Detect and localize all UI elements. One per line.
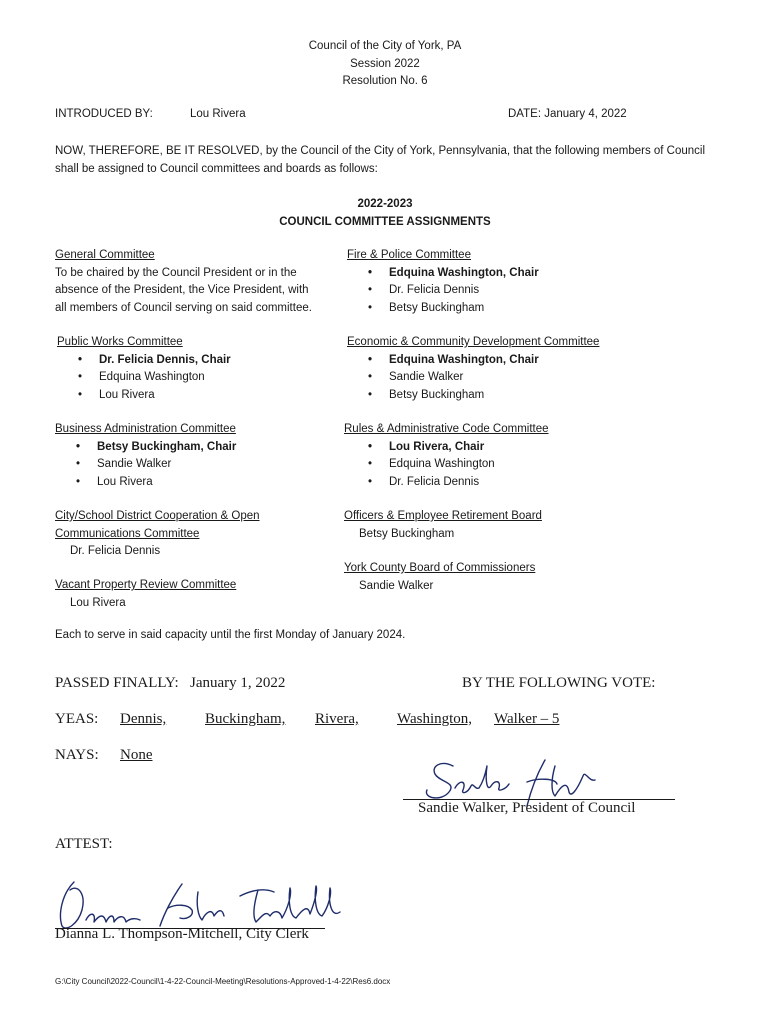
rules-committee-member: • Dr. Felicia Dennis: [347, 474, 674, 492]
public-works-members: [57, 352, 342, 405]
economic-development-member: • Betsy Buckingham: [347, 387, 677, 405]
resolution-date: DATE: January 4, 2022: [508, 108, 627, 120]
rules-committee-chair: • Lou Rivera, Chair: [347, 439, 674, 457]
rules-committee-title: Rules & Administrative Code Committee: [344, 423, 549, 435]
header-line-2: Session 2022: [350, 57, 420, 70]
yea-vote: Washington,: [397, 711, 473, 727]
general-committee-desc-3: all members of Council serving on said committee.: [55, 301, 312, 314]
fire-police-chair: • Edquina Washington, Chair: [347, 265, 677, 283]
public-works-title: Public Works Committee: [57, 336, 183, 348]
clerk-name: Dianna L. Thompson-Mitchell, City Clerk: [55, 926, 309, 942]
document-file-path: G:\City Council\2022-Council\1-4-22-Council-Meeting\Resolutions-Approved-1-4-22\Res6.docx: [55, 977, 391, 986]
york-county-title: York County Board of Commissioners: [344, 562, 536, 574]
city-school-title-2: Communications Committee: [55, 527, 200, 540]
document-header: [0, 38, 770, 91]
rules-committee-member: • Edquina Washington: [347, 456, 674, 474]
economic-development-committee: [347, 334, 677, 404]
by-following-vote: BY THE FOLLOWING VOTE:: [462, 675, 656, 691]
nays-value: None: [120, 747, 153, 763]
officers-retirement-member: Betsy Buckingham: [359, 527, 455, 540]
resolution-paragraph: NOW, THEREFORE, BE IT RESOLVED, by the Council of the City of York, Pennsylvania, that the following members of Council shall be assigned to Council committees and boards as follows:: [55, 145, 706, 175]
business-administration-members: [55, 439, 340, 492]
president-name: Sandie Walker, President of Council: [418, 800, 636, 816]
business-administration-title: Business Administration Committee: [55, 423, 236, 435]
yea-vote: Buckingham,: [205, 711, 286, 727]
fire-police-members: [347, 265, 677, 318]
city-school-member: Dr. Felicia Dennis: [70, 545, 161, 557]
nays-label: NAYS:: [55, 747, 99, 763]
vacant-property-member: Lou Rivera: [70, 596, 126, 609]
header-line-1: Council of the City of York, PA: [308, 40, 462, 52]
header-line-3: Resolution No. 6: [342, 75, 428, 87]
attest-label: ATTEST:: [55, 836, 113, 852]
economic-development-member: • Sandie Walker: [347, 369, 677, 387]
general-committee-desc-1: To be chaired by the Council President or in the: [55, 266, 297, 279]
economic-development-title: Economic & Community Development Committee: [347, 336, 600, 348]
city-school-title-1: City/School District Cooperation & Open: [55, 510, 260, 522]
assignments-years: 2022-2023: [357, 198, 413, 210]
term-note: Each to serve in said capacity until the first Monday of January 2024.: [55, 629, 406, 641]
rules-committee-members: [347, 439, 674, 492]
general-committee-title: General Committee: [55, 249, 155, 261]
introduced-by-name: Lou Rivera: [190, 108, 246, 120]
economic-development-chair: • Edquina Washington, Chair: [347, 352, 677, 370]
york-county-board: [344, 560, 674, 595]
city-school-committee: [55, 508, 340, 561]
assignments-heading: COUNCIL COMMITTEE ASSIGNMENTS: [279, 215, 491, 228]
passed-finally-date: January 1, 2022: [190, 675, 286, 691]
officers-retirement-board: [344, 508, 674, 543]
yea-vote: Rivera,: [315, 711, 359, 727]
public-works-member: • Lou Rivera: [57, 387, 342, 405]
business-administration-committee: [55, 421, 340, 491]
vacant-property-title: Vacant Property Review Committee: [55, 579, 237, 591]
fire-police-member: • Dr. Felicia Dennis: [347, 282, 677, 300]
business-administration-member: • Lou Rivera: [55, 474, 340, 492]
general-committee: [55, 247, 345, 317]
fire-police-member: • Betsy Buckingham: [347, 300, 677, 318]
fire-police-committee: [347, 247, 677, 317]
rules-committee: [344, 421, 674, 491]
general-committee-desc-2: absence of the President, the Vice President, with: [55, 284, 309, 296]
public-works-chair: • Dr. Felicia Dennis, Chair: [57, 352, 342, 370]
vacant-property-committee: [55, 577, 340, 612]
business-administration-member: • Sandie Walker: [55, 456, 340, 474]
economic-development-members: [347, 352, 677, 405]
public-works-committee: [57, 334, 342, 404]
yeas-label: YEAS:: [55, 711, 99, 727]
passed-finally-label: PASSED FINALLY:: [55, 675, 179, 691]
business-administration-chair: • Betsy Buckingham, Chair: [55, 439, 340, 457]
fire-police-title: Fire & Police Committee: [347, 249, 471, 261]
public-works-member: • Edquina Washington: [57, 369, 342, 387]
introduced-by-label: INTRODUCED BY:: [55, 108, 153, 120]
officers-retirement-title: Officers & Employee Retirement Board: [344, 510, 542, 522]
assignments-title: [0, 196, 770, 231]
yea-vote: Dennis,: [120, 711, 167, 727]
yea-vote: Walker – 5: [494, 711, 560, 727]
york-county-member: Sandie Walker: [359, 579, 434, 592]
